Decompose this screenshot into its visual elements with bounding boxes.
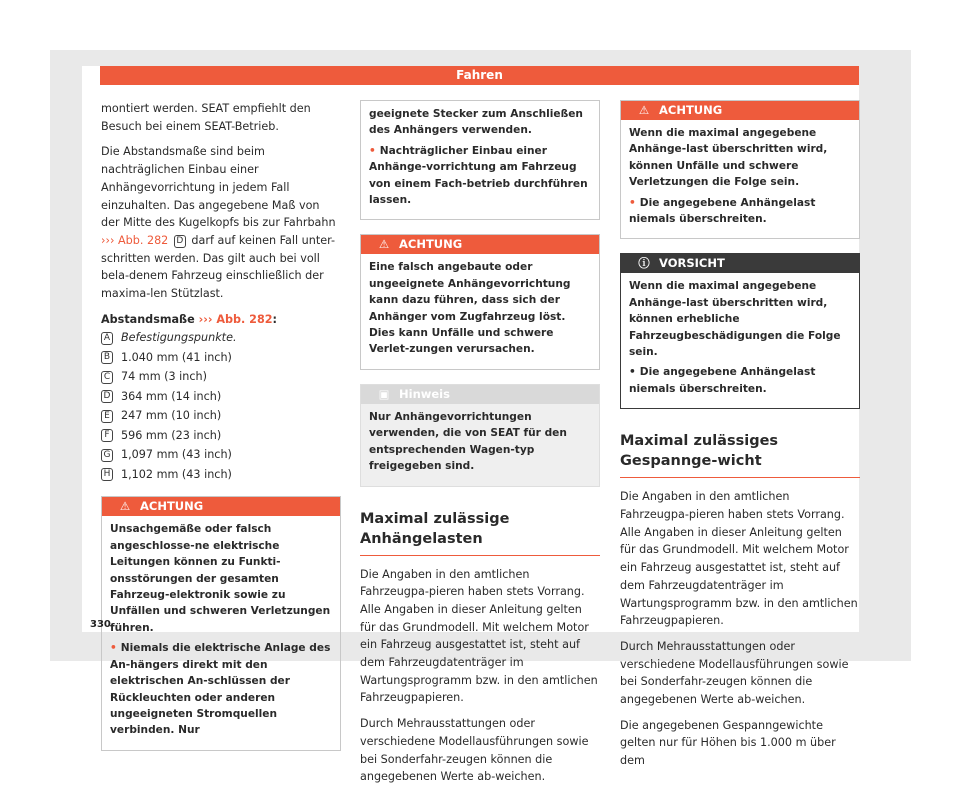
callout-letter: D [101,390,113,403]
paragraph: Durch Mehrausstattungen oder verschiedene Modellausführungen sowie bei Sonderfahr-zeugen können die angegebenen Werte ab-weichen. [620,639,849,707]
warning-triangle-icon: ⚠ [119,499,131,514]
callout-letter: F [101,429,113,442]
callout-letter: A [101,332,113,345]
warning-triangle-icon: ⚠ [638,103,650,117]
list-item: G 1,097 mm (43 inch) [101,445,341,465]
warning-header: ⚠ ACHTUNG [102,497,340,516]
figure-link[interactable]: ››› Abb. 282 [198,312,273,326]
list-item: B 1.040 mm (41 inch) [101,348,341,368]
bullet-icon: • [110,642,117,655]
caution-header: ⓘ VORSICHT [621,254,859,273]
bullet-icon: • [629,196,636,209]
warning-box [101,496,341,750]
column-1 [101,100,341,765]
callout-letter: D [174,235,186,248]
list-item: H 1,102 mm (43 inch) [101,465,341,485]
page-header: Fahren [100,66,859,85]
info-circle-icon: ⓘ [638,256,650,271]
warning-body: Wenn die maximal angegebene Anhänge-last überschritten wird, können Unfälle und schwere Verletzungen die Folge sein. • Die angegebene Anhängelast niemals überschreiten. [629,127,828,226]
bullet-icon: • [629,366,636,379]
warning-triangle-icon: ⚠ [378,237,390,252]
column-3 [620,100,860,778]
callout-letter: E [101,410,113,423]
bullet-icon: • [369,144,376,157]
warning-body: Eine falsch angebaute oder ungeeignete Anhängevorrichtung kann dazu führen, dass sich der Anhänger vom Zugfahrzeug löst. Dies kann Unfälle und schwere Verlet-zungen verursachen. [369,261,571,356]
section-title: Maximal zulässige Anhängelasten [360,509,600,556]
warning-body: geeignete Stecker zum Anschließen des Anhängers verwenden. • Nachträglicher Einbau einer Anhänge-vorrichtung am Fahrzeug von einem Fach-betrieb durchführen lassen. [369,108,588,207]
list-item: C 74 mm (3 inch) [101,367,341,387]
paragraph: Die Abstandsmaße sind beim nachträglichen Einbau einer Anhängevorrichtung in jedem Fall einzuhalten. Das angegebene Maß von der Mitte des Kugelkopfs bis zur Fahrbahn ››› Abb. 282 D darf auf keinen Fall unter-schritten werden. Das gilt auch bei voll bela-denem Fahrzeug einschließlich der maxima-len Stützlast. [101,145,336,301]
callout-letter: C [101,371,113,384]
page-number: 330 [90,619,111,630]
paragraph: montiert werden. SEAT empfiehlt den Besuch bei einem SEAT-Betrieb. [101,102,311,133]
warning-header: ⚠ ACHTUNG [361,235,599,254]
section-title: Maximal zulässiges Gespannge-wicht [620,431,860,478]
paragraph: Die Angaben in den amtlichen Fahrzeugpa-pieren haben stets Vorrang. Alle Angaben in dieser Anleitung gelten für das Grundmodell. Mit welchem Motor ein Fahrzeug ausgestattet ist, steht auf dem Fahrzeugdatenträger im Wartungsprogramm bzw. in den amtlichen Fahrzeugpapieren. [620,490,858,628]
list-item: E 247 mm (10 inch) [101,406,341,426]
dimension-list [101,328,341,484]
note-header: ▣ Hinweis [361,385,599,404]
paragraph: Die angegebenen Gespanngewichte gelten nur für Höhen bis 1.000 m über dem [620,718,836,768]
list-item: A Befestigungspunkte. [101,328,341,348]
caution-box [620,253,860,409]
paragraph: Durch Mehrausstattungen oder verschiedene Modellausführungen sowie bei Sonderfahr-zeugen können die angegebenen Werte ab-weichen. [360,717,589,784]
note-box [360,384,600,487]
list-item: D 364 mm (14 inch) [101,387,341,407]
dims-heading: Abstandsmaße ››› Abb. 282: [101,312,277,326]
callout-letter: H [101,468,113,481]
note-square-icon: ▣ [378,386,390,401]
list-item: F 596 mm (23 inch) [101,426,341,446]
figure-link[interactable]: ››› Abb. 282 [101,233,169,247]
warning-box [620,100,860,239]
column-2 [360,100,600,794]
callout-letter: B [101,351,113,364]
paragraph: Die Angaben in den amtlichen Fahrzeugpa-pieren haben stets Vorrang. Alle Angaben in dieser Anleitung gelten für das Grundmodell. Mit welchem Motor ein Fahrzeug ausgestattet ist, steht auf dem Fahrzeugdatenträger im Wartungsprogramm bzw. in den amtlichen Fahrzeugpapieren. [360,567,598,705]
warning-body: Unsachgemäße oder falsch angeschlosse-ne elektrische Leitungen können zu Funkti-onsstörungen der gesamten Fahrzeug-elektronik sowie zu Unfällen und schweren Verletzungen führen. • Niemals die elektrische Anlage des An-hängers direkt mit den elektrischen An-schlüssen der Rückleuchten oder anderen ungeeigneten Stromquellen verbinden. Nur [110,523,331,737]
warning-header: ⚠ ACHTUNG [621,101,859,120]
caution-body: Wenn die maximal angegebene Anhänge-last überschritten wird, können erhebliche Fahrzeugbeschädigungen die Folge sein. • Die angegebene Anhängelast niemals überschreiten. [629,280,841,395]
warning-box [360,234,600,369]
note-body: Nur Anhängevorrichtungen verwenden, die von SEAT für den entsprechenden Wagen-typ freigegeben sind. [361,404,599,486]
warning-box-continued [360,100,600,220]
callout-letter: G [101,449,113,462]
